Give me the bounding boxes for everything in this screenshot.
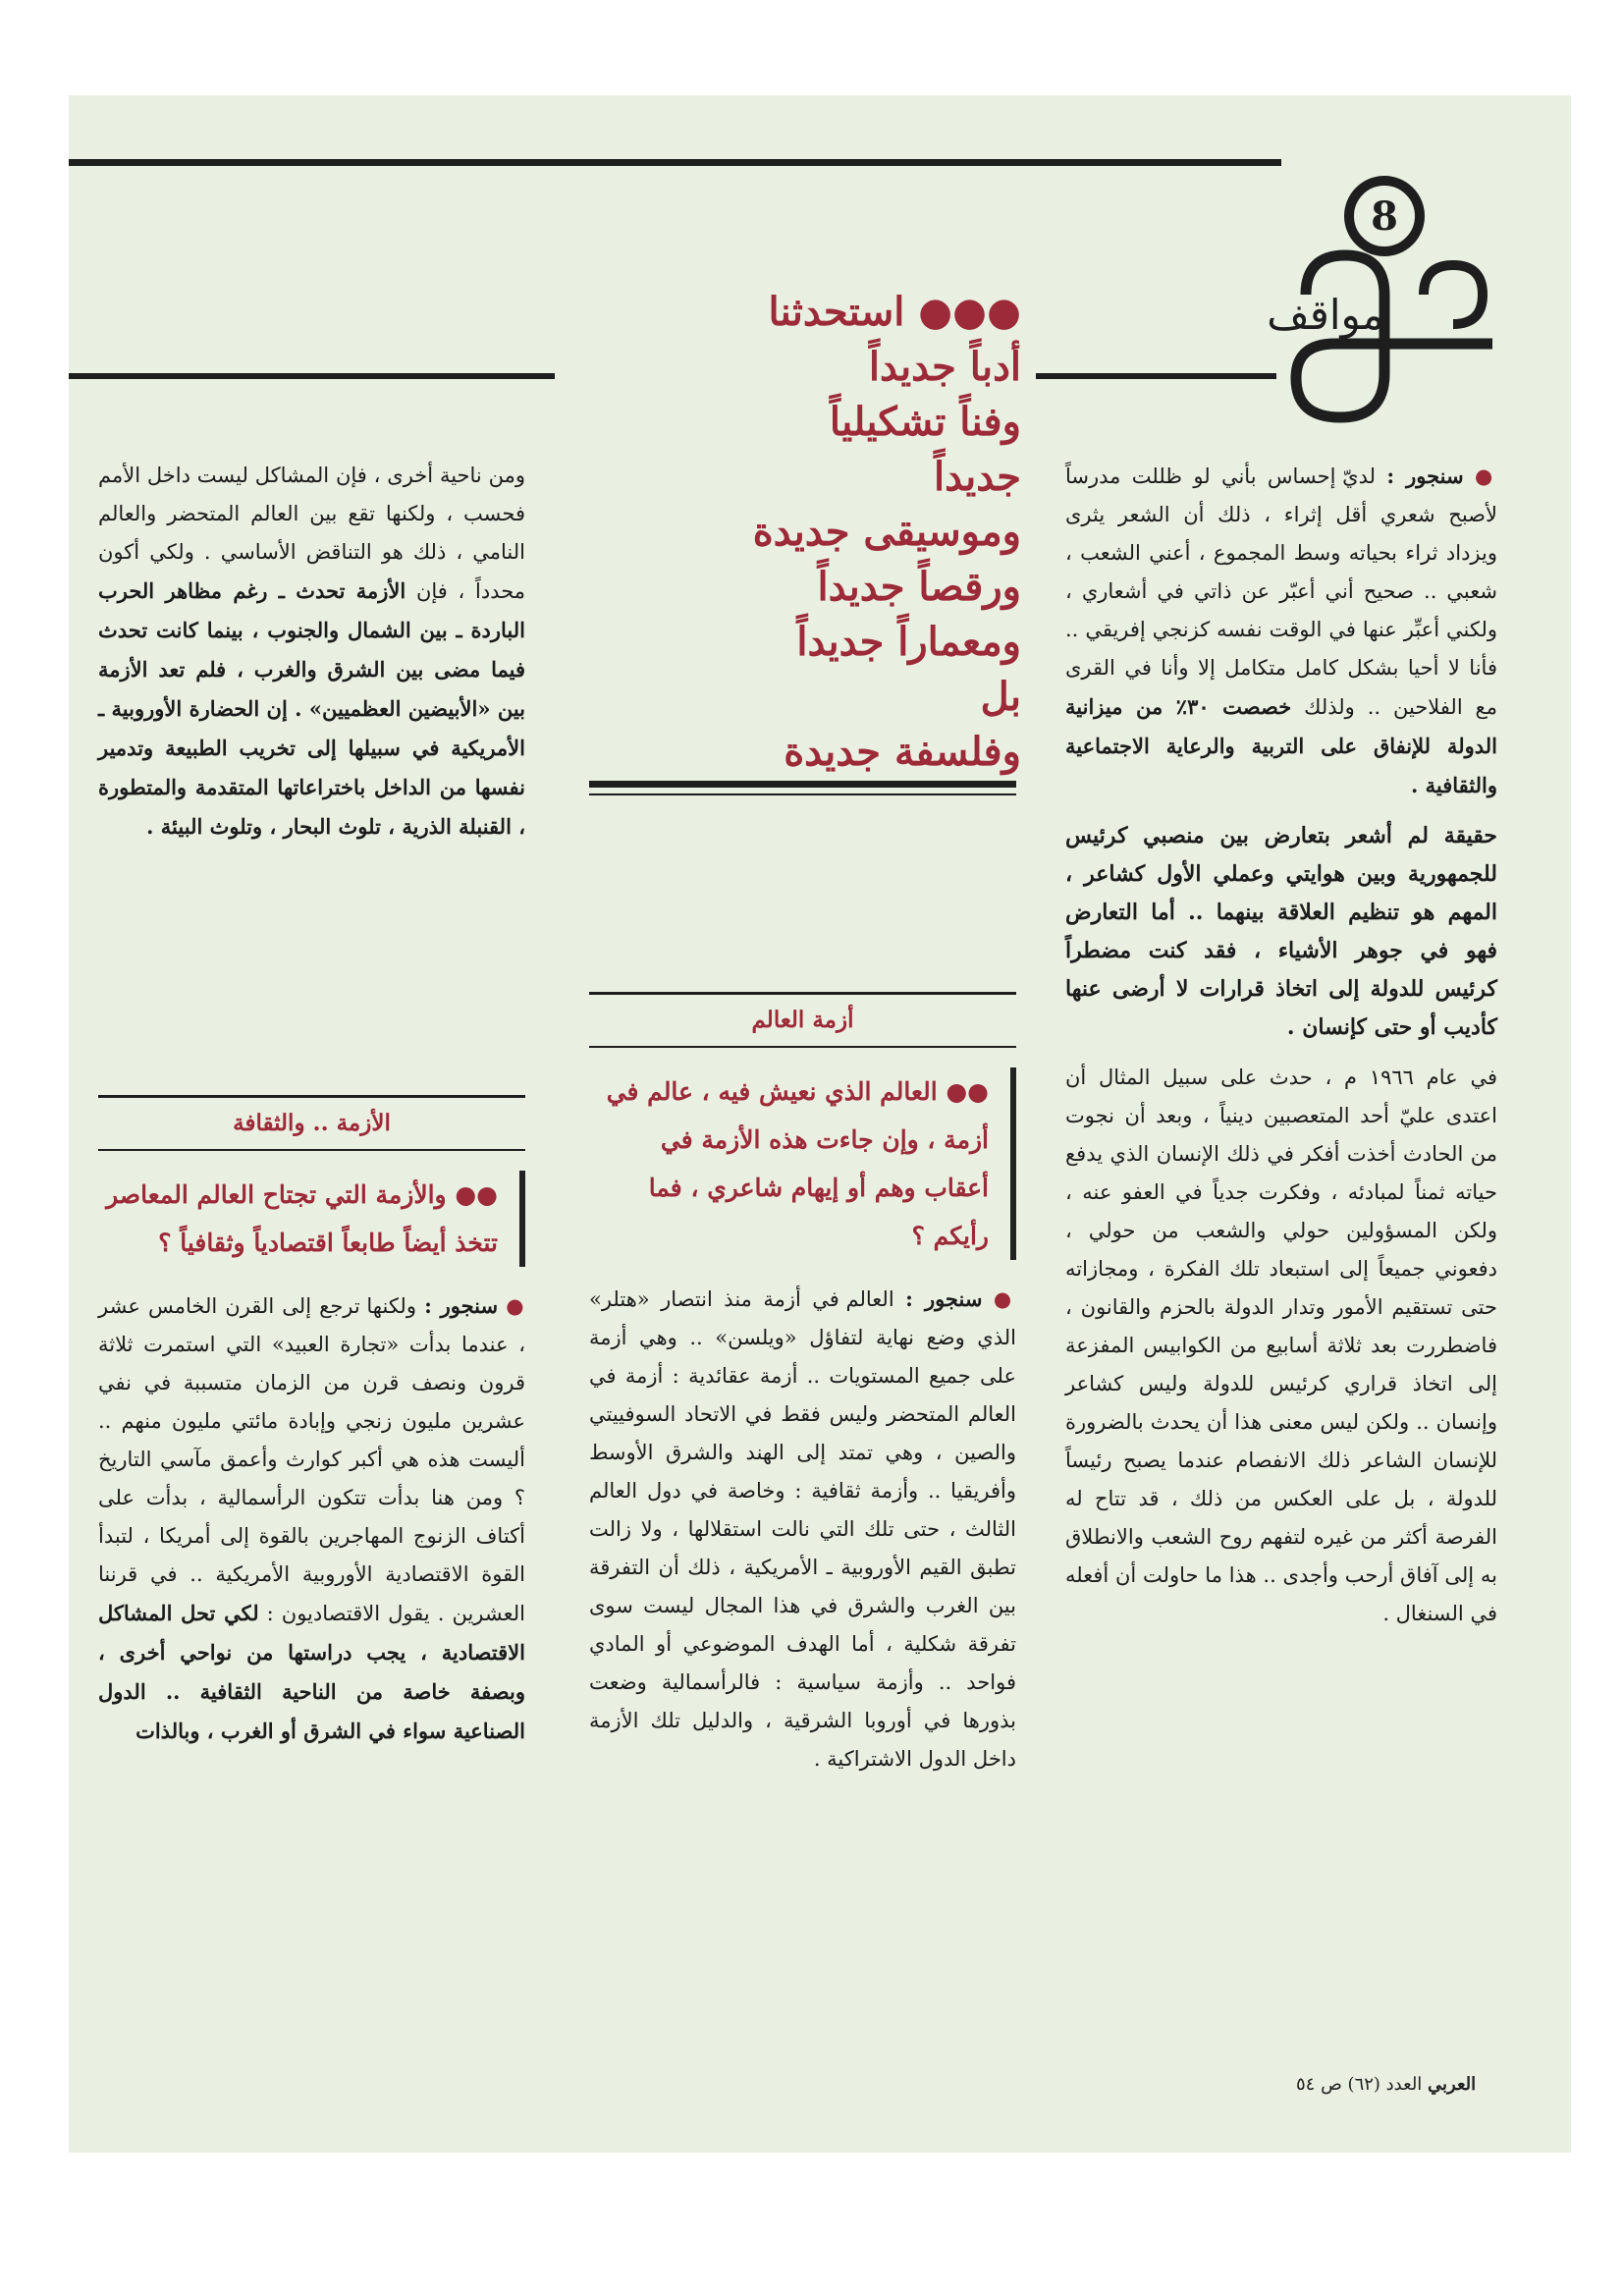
right-paragraph-3: في عام ١٩٦٦ م ، حدث على سبيل المثال أن اعتدى عليّ أحد المتعصبين دينياً ، وبعد أن نجوت من الحادث أخذت أفكر في ذلك الإنسان الذي يدفع حياته ثمناً لمبادئه ، وفكرت جدياً في العفو عنه ، ولكن المسؤولين حولي والشعب من حولي ، دفعوني جميعاً إلى استبعاد تلك الفكرة ، ومجازاته حتى تستقيم الأمور وتدار الدولة بالحزم والقانون ، فاضطررت بعد ثلاثة أسابيع من الكوابيس المفزعة إلى اتخاذ قراري كرئيس للدولة وليس كشاعر وإنسان .. ولكن ليس معنى هذا أن يحدث بالضرورة للإنسان الشاعر ذلك الانفصام عندما يصبح رئيساً للدولة ، بل على العكس من ذلك ، قد تتاح له الفرصة أكثر من غيره لتفهم روح الشعب والانطلاق به إلى آفاق أرحب وأجدى .. هذا ما حاولت أن أفعله في السنغال . [1065,1066,1497,1625]
headline-line-4: جديداً [934,454,1021,500]
upper-left-rule [69,373,555,379]
mawaqif-logo [1267,147,1502,442]
masthead-logo: العربي [1428,2074,1477,2095]
left-section-rule [98,1095,525,1098]
headline-underline [589,781,1016,788]
bullet-icon: ● [506,1294,525,1318]
top-rule [69,159,1281,166]
page-footer [1296,2074,1476,2095]
headline-line-8: بل [980,674,1021,720]
svg-text:8: 8 [1371,193,1398,240]
paragraph-bold-text: خصصت ٣٠٪ من ميزانية الدولة للإنفاق على التربية والرعاية الاجتماعية والثقافية . [1065,694,1497,797]
right-paragraph-1 [1065,457,1497,805]
bullet-icon: ● [1474,465,1497,488]
headline-line-1: ●●● استحدثنا [768,289,1021,335]
right-column [1065,457,1497,1645]
paragraph-bold-text: الأزمة تحدث ـ رغم مظاهر الحرب الباردة ـ بين الشمال والجنوب ، بينما كانت تحدث فيما مضى بين الشرق والغرب ، فلم تعد الأزمة بين «الأبيضين العظميين» . إن الحضارة الأوروبية ـ الأمريكية في سبيلها إلى تخريب الطبيعة وتدمير نفسها من الداخل باختراعاتها المتقدمة والمتطورة ، القنبلة الذرية ، تلوث البحار ، وتلوث البيئة . [98,578,525,839]
speaker-label: سنجور : [424,1293,499,1318]
upper-right-rule [1036,373,1276,379]
issue-page-number: العدد (٦٢) ص ٥٤ [1296,2074,1423,2095]
middle-answer [589,1280,1016,1778]
headline-line-7: ومعماراً جديداً [796,619,1021,665]
answer-text: ولكنها ترجع إلى القرن الخامس عشر ، عندما بدأت «تجارة العبيد» التي استمرت ثلاثة قرون ونصف قرن من الزمان متسببة في نفي عشرين مليون زنجي وإبادة مائتي مليون منهم .. أليست هذه هي أكبر كوارث وأعمق مآسي التاريخ ؟ ومن هنا بدأت تتكون الرأسمالية ، بدأت على أكتاف الزنوج المهاجرين بالقوة إلى أمريكا ، لتبدأ القوة الاقتصادية الأوروبية الأمريكية .. في قرننا العشرين . يقول الاقتصاديون : [98,1294,525,1625]
question-text: والأزمة التي تجتاح العالم المعاصر تتخذ أيضاً طابعاً اقتصادياً وثقافياً ؟ [106,1180,498,1257]
headline-block [579,285,1021,780]
right-paragraph-2: حقيقة لم أشعر بتعارض بين منصبي كرئيس للجمهورية وبين هوايتي وعملي الأول كشاعر ، المهم هو تنظيم العلاقة بينهما .. أما التعارض فهو في جوهر الأشياء ، فقد كنت مضطراً كرئيس للدولة إلى اتخاذ قرارات لا أرضى عنها كأديب أو حتى كإنسان . [1065,823,1497,1040]
bullet-dots-icon: ●●● [918,289,1021,335]
question-world-crisis [589,1067,1016,1260]
paragraph-text: لديّ إحساس بأني لو ظللت مدرساً لأصبح شعري أقل إثراء ، ذلك أن الشعر يثرى ويزداد ثراء بحياته وسط المجموع ، أعني الشعب ، شعبي .. صحيح أني أعبّر عن ذاتي في أشعاري ، ولكني أعبِّر عنها في الوقت نفسه كزنجي إفريقي .. فأنا لا أحيا بشكل كامل متكامل إلا وأنا في القرى مع الفلاحين .. ولذلك [1065,465,1497,719]
paragraph-text: ومن ناحية أخرى ، فإن المشاكل ليست داخل الأمم فحسب ، ولكنها تقع بين العالم المتحضر والعالم النامي ، ذلك هو التناقض الأساسي . ولكي أكون محدداً ، فإن [98,464,525,603]
section-title-culture: الأزمة .. والثقافة [233,1110,391,1136]
bullet-icon: ● [993,1287,1016,1311]
bullet-dots-icon: ●● [455,1180,498,1209]
headline-line-3: وفناً تشكيلياً [829,399,1021,445]
middle-column [589,997,1016,1790]
headline-line-5: وموسيقى جديدة [752,509,1021,555]
headline-line-9: وفلسفة جديدة [784,729,1021,775]
left-answer [98,1286,525,1751]
left-paragraph-1 [98,457,525,847]
headline-line-6: ورقصاً جديداً [817,564,1021,610]
headline-underline-thin [589,793,1016,795]
speaker-label: سنجور : [905,1286,983,1311]
question-text: العالم الذي نعيش فيه ، عالم في أزمة ، وإن جاءت هذه الأزمة في أعقاب وهم أو إيهام شاعري ، فما رأيكم ؟ [606,1077,989,1250]
bullet-dots-icon: ●● [946,1077,989,1106]
middle-section-rule [589,992,1016,995]
mawaqif-calligraphy-icon [1267,147,1502,442]
question-culture [98,1171,525,1267]
left-column [98,457,525,858]
left-column-lower [98,1100,525,1763]
answer-text: العالم في أزمة منذ انتصار «هتلر» الذي وضع نهاية لتفاؤل «ويلسن» .. وهي أزمة على جميع المستويات .. أزمة عقائدية : أزمة في العالم المتحضر وليس فقط في الاتحاد السوفييتي والصين ، وهي تمتد إلى الهند والشرق الأوسط وأفريقيا .. وأزمة ثقافية : وخاصة في دول العالم الثالث ، حتى تلك التي نالت استقلالها ، ولا زالت تطبق القيم الأوروبية ـ الأمريكية ، ذلك أن التفرقة بين الغرب والشرق في هذا المجال ليست سوى تفرقة شكلية ، أما الهدف الموضوعي أو المادي فواحد .. وأزمة سياسية : فالرأسمالية وضعت بذورها في أوروبا الشرقية ، والدليل تلك الأزمة داخل الدول الاشتراكية . [589,1287,1016,1771]
headline-line-2: أدباً جديداً [868,344,1021,390]
section-title-world-crisis: أزمة العالم [751,1007,854,1033]
answer-bold-text: لكي تحل المشاكل الاقتصادية ، يجب دراستها من نواحي أخرى ، وبصفة خاصة من الناحية الثقافية .. الدول الصناعية سواء في الشرق أو الغرب ، وبالذات [98,1601,525,1743]
logo-text: مواقف [1267,291,1384,339]
speaker-label: سنجور : [1386,464,1464,488]
